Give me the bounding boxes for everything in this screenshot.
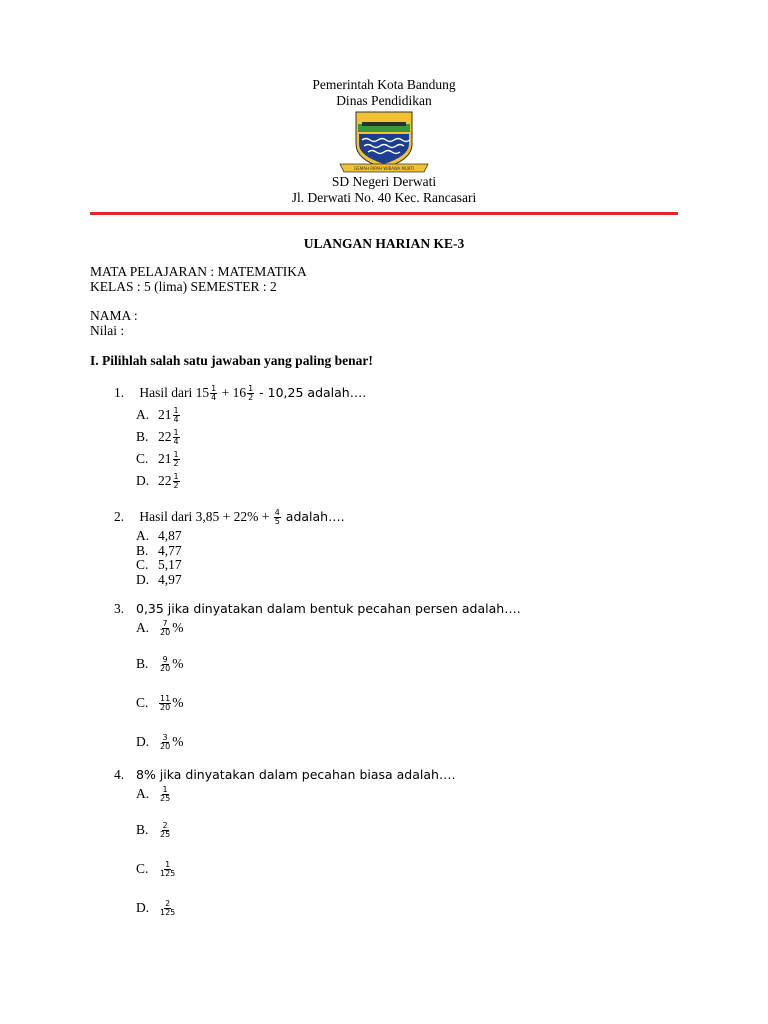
school-address: Jl. Derwati No. 40 Kec. Rancasari (291, 190, 477, 205)
option-3b: B. $\frac{9}{20}$ % (136, 655, 184, 674)
question-text: Hasil dari 15 (139, 385, 210, 400)
question-number: 4. (114, 767, 125, 782)
exam-title: ULANGAN HARIAN KE-3 (303, 236, 465, 251)
option-2b: B. 4,77 (136, 543, 182, 558)
option-4c: C. $\frac{1}{125}$ (136, 860, 176, 879)
fraction: $\frac{1}{4}$ (173, 406, 179, 425)
header-divider (90, 212, 678, 215)
question-3 (114, 601, 521, 617)
fraction: $\frac{3}{20}$ (160, 733, 171, 752)
question-1 (114, 385, 366, 402)
option-2c: C. 5,17 (136, 557, 182, 572)
fraction: $\frac{2}{25}$ (160, 821, 171, 840)
section-instruction: I. Pilihlah salah satu jawaban yang paling benar! (90, 353, 373, 368)
dept-heading: Dinas Pendidikan (336, 93, 432, 108)
option-3a: A. $\frac{7}{20}$ % (136, 619, 184, 638)
fraction: $\frac{1}{2}$ (173, 472, 179, 491)
question-4 (114, 767, 455, 783)
question-text: + 16 (218, 385, 247, 400)
fraction: $\frac{7}{20}$ (160, 619, 171, 638)
option-4a: A. $\frac{1}{25}$ (136, 785, 171, 804)
question-2 (114, 509, 345, 526)
option-2d: D. 4,97 (136, 572, 182, 587)
question-text: 8% jika dinyatakan dalam pecahan biasa adalah…. (136, 767, 456, 782)
score-field-label: Nilai : (90, 323, 125, 338)
option-3c: C. $\frac{11}{20}$ % (136, 694, 184, 713)
option-1a: A. 21 $\frac{1}{4}$ (136, 406, 179, 425)
crest-motto: GEMAH RIPAH WIBAWA MUKTI (354, 166, 414, 171)
fraction: $\frac{11}{20}$ (160, 694, 171, 713)
option-4d: D. $\frac{2}{125}$ (136, 899, 176, 918)
fraction: $\frac{4}{5}$ (274, 508, 280, 527)
school-name: SD Negeri Derwati (331, 174, 437, 189)
option-4b: B. $\frac{2}{25}$ (136, 821, 171, 840)
option-3d: D. $\frac{3}{20}$ % (136, 733, 184, 752)
gov-heading: Pemerintah Kota Bandung (312, 77, 456, 92)
fraction: $\frac{1}{2}$ (248, 384, 254, 403)
option-1c: C. 21 $\frac{1}{2}$ (136, 450, 179, 469)
subject-line: MATA PELAJARAN : MATEMATIKA (90, 264, 307, 279)
question-text: adalah…. (281, 509, 345, 524)
bandung-crest-logo (336, 110, 432, 174)
question-number: 3. (114, 601, 125, 616)
fraction: $\frac{1}{125}$ (160, 860, 176, 879)
class-line: KELAS : 5 (lima) SEMESTER : 2 (90, 279, 277, 294)
fraction: $\frac{1}{4}$ (173, 428, 179, 447)
fraction: $\frac{1}{25}$ (160, 785, 171, 804)
option-1d: D. 22 $\frac{1}{2}$ (136, 472, 179, 491)
fraction: $\frac{9}{20}$ (160, 655, 171, 674)
name-field-label: NAMA : (90, 308, 138, 323)
fraction: $\frac{1}{4}$ (211, 384, 217, 403)
fraction: $\frac{1}{2}$ (173, 450, 179, 469)
question-number: 1. (114, 385, 125, 400)
question-text: 0,35 jika dinyatakan dalam bentuk pecahan persen adalah…. (136, 601, 521, 616)
question-text: Hasil dari 3,85 + 22% + (139, 509, 273, 524)
option-1b: B. 22 $\frac{1}{4}$ (136, 428, 179, 447)
option-2a: A. 4,87 (136, 528, 182, 543)
question-text: - 10,25 adalah…. (255, 385, 367, 400)
question-number: 2. (114, 509, 125, 524)
fraction: $\frac{2}{125}$ (160, 899, 176, 918)
